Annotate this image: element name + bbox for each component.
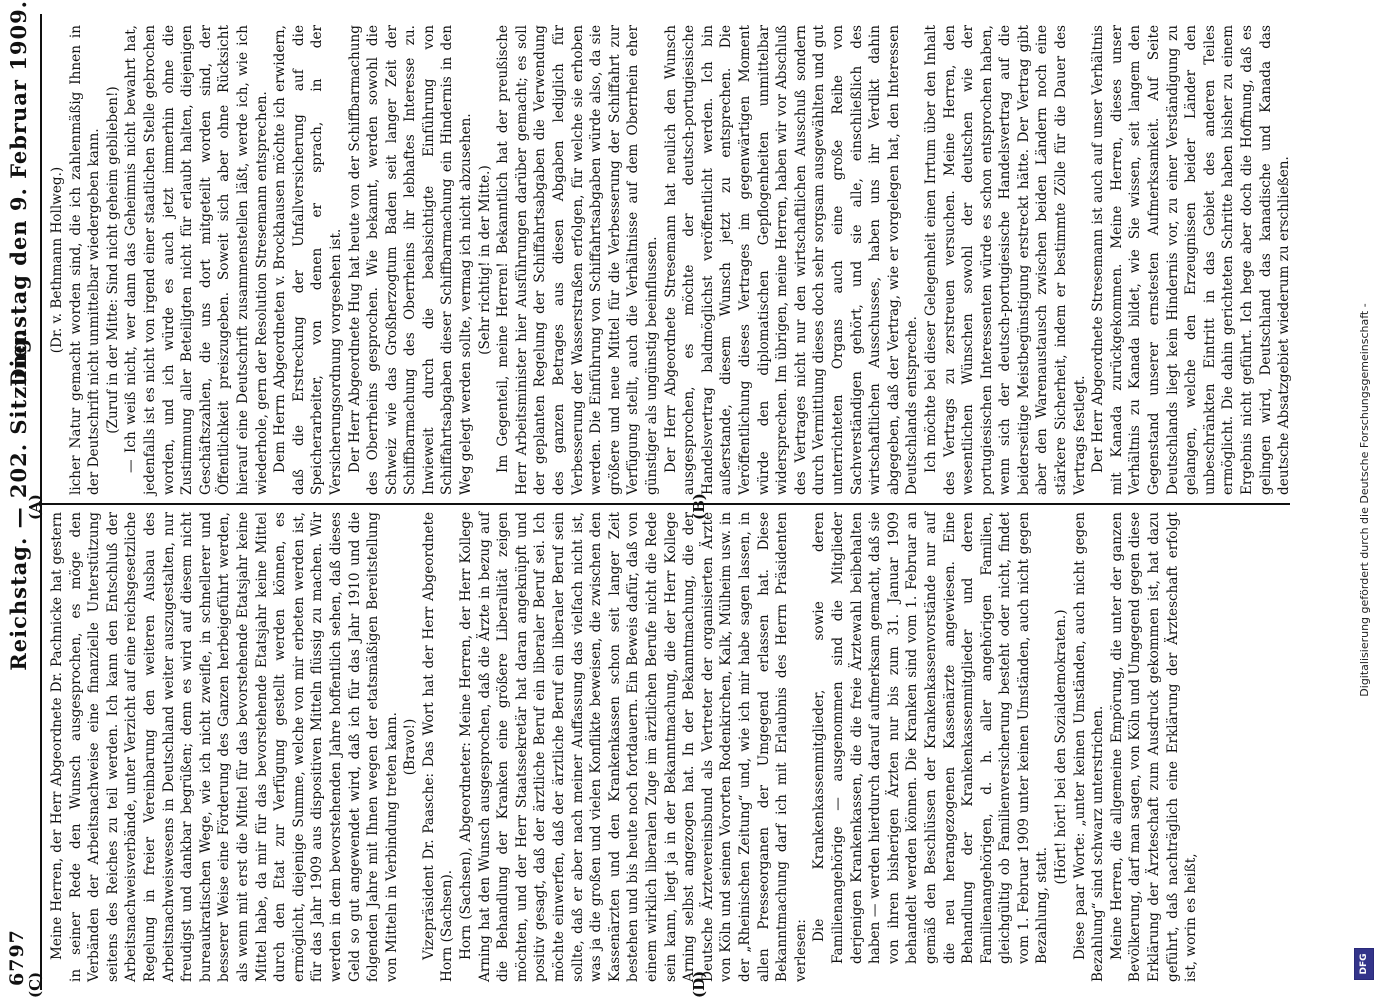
paragraph: Meine Herren, die allgemeine Empörung, die unter der ganzen Bevölkerung, darf man sagen, von Köln und Umgegend gegen diese Erklärung der Ärzteschaft zum Ausdruck gekommen ist, hat dazu geführt, daß nachträglich eine Erklärung der Ärzteschaft erfolgt ist, worin es heißt, <box>1108 512 1200 982</box>
margin-marker-a: (A) <box>26 494 44 520</box>
right-text-column <box>48 512 1201 982</box>
margin-marker-c: (C) <box>26 971 44 998</box>
speaker-heading: (Dr. v. Bethmann Hollweg.) <box>49 166 65 354</box>
interjection: (Sehr richtig! in der Mitte.) <box>476 165 493 355</box>
paragraph: Ich möchte bei dieser Gelegenheit einen Irrtum über den Inhalt des Vertrags zu zerstreuen versuchen. Meine Herren, den wesentlichen Wünschen sowohl der deutschen wie der portugiesischen Interessenten würde es schon entsprochen haben, wenn sich der deutsch-portugiesische Handelsvertrag auf die beiderseitige Meistbegünstigung erstreckt hätte. Der Vertrag gibt aber den Warenaustausch zwischen beiden Ländern noch eine stärkere Sicherheit, indem er bestimmte Zölle für die Dauer des Vertrags festlegt. <box>922 25 1088 495</box>
left-text-column <box>48 25 1294 495</box>
page-title: Reichstag. — 202. Sitzung. <box>6 329 31 671</box>
interjection: (Bravo!) <box>402 718 419 776</box>
paragraph: Diese paar Worte: „unter keinen Umständen, auch nicht gegen Bezahlung“ sind schwarz unterstrichen. <box>1071 512 1107 982</box>
margin-marker-d: (D) <box>690 970 708 998</box>
paragraph: Meine Herren, der Herr Abgeordnete Dr. Pachnicke hat gestern in seiner Rede den Wunsch ausgesprochen, es möge den Verbänden der Arbeitsnachweise eine finanzielle Unterstützung seitens des Reiches zu teil werden. Ich kann den Entschluß der Arbeitsnachweisverbände, unter Verzicht auf eine reichsgesetzliche Regelung in freier Vereinbarung den weiteren Ausbau des Arbeitsnachweiswesens in Deutschland weiter auszugestalten, nur freudigst und dankbar begrüßen; denn es wird auf diesem nicht bureaukratischen Wege, wie ich nicht zweifle, in schnellerer und besserer Weise eine Förderung des Ganzen herbeigeführt werden, als wenn mit erst die Mittel für das bevorstehende Etatsjahr keine Mittel habe, da mir für das bevorstehende Etatsjahr keine Mittel durch den Etat zur Verfügung gestellt werden können, es ermöglicht, diejenige Summe, welche von mir erbeten werden ist, für das Jahr 1909 aus dispositiven Mitteln flüssig zu machen. Wir werden in dem bevorstehenden Jahre hoffentlich sehen, daß dieses Geld so gut angewendet wird, daß ich für das Jahr 1910 und die folgenden Jahre mit Ihnen wegen der etatsmäßigen Bereitstellung von Mitteln in Verbindung treten kann. <box>49 512 400 982</box>
interjection: (Hört! hört! bei den Sozialdemokraten.) <box>1053 609 1070 885</box>
paragraph: licher Natur gemacht worden sind, die ich zahlenmäßig Ihnen in der Deutschrift nicht unmittelbar wiedergeben kann. <box>67 25 103 495</box>
paragraph: Vizepräsident Dr. Paasche: Das Wort hat der Herr Abgeordnete Horn (Sachsen). <box>420 512 456 982</box>
dfg-logo: DFG <box>1354 948 1374 980</box>
paragraph: — Ich weiß nicht, wer dann das Geheimnis nicht bewahrt hat, jedenfalls ist es nicht von irgend einer staatlichen Stelle gebrochen worden, und ich würde es auch jetzt immerhin ohne die Zustimmung aller Beteiligten nicht für erlaubt halten, diejenigen Geschäftszahlen, die uns dort mitgeteilt worden sind, der Öffentlichkeit preiszugeben. Soweit sich aber ohne Rücksicht hierauf eine Deutschrift zusammenstellen läßt, werde ich, wie ich wiederhole, gern der Resolution Stresemann entsprechen. <box>123 25 270 495</box>
paragraph: Der Herr Abgeordnete Stresemann ist auch auf unser Verhältnis mit Kanada zurückgekommen. Meine Herren, dieses unser Verhältnis zu Kanada bildet, wie Sie wissen, seit langem den Gegenstand unserer ernstesten Aufmerksamkeit. Auf Seite Deutschlands liegt kein Hindernis vor, zu einer Verständigung zu gelangen, welche den Erzeugnissen beider Länder den unbeschränkten Eintritt in das Gebiet des anderen Teiles ermöglicht. Die dahin gerichteten Schritte haben bisher zu einem Ergebnis nicht geführt. Ich hege aber doch die Hoffnung, daß es gelingen wird, Deutschland das kanadische und Kanada das deutsche Absatzgebiet wiederum zu erschließen. <box>1090 25 1293 495</box>
quoted-announcement: Die Krankenkassenmitglieder, sowie deren Familienangehörige — ausgenommen sind die Mitglieder derjenigen Krankenkassen, die die freie Ärztewahl beibehalten haben — werden hierdurch darauf aufmerksam gemacht, daß sie von ihren bisherigen Ärzten nur bis zum 31. Januar 1909 behandelt werden können. Die Kranken sind vom 1. Februar an gemäß den Beschlüssen der Krankenkassenvorstände nur auf die neu herangezogenen Kassenärzte angewiesen. Eine Behandlung der Krankenkassenmitglieder und deren Familienangehörigen, d. h. aller angehörigen Familien, gleichgültig ob Familienversicherung besteht oder nicht, findet vom 1. Februar 1909 unter keinen Umständen, auch nicht gegen Bezahlung, statt. <box>811 512 1051 964</box>
interjection: (Zuruf in der Mitte: Sind nicht geheim geblieben!) <box>104 86 121 434</box>
digitization-credit: Digitalisierung gefördert durch die Deutsche Forschungsgemeinschaft - <box>1358 303 1371 697</box>
paragraph: Horn (Sachsen), Abgeordneter: Meine Herren, der Herr Kollege Arning hat den Wunsch ausgesprochen, daß die Ärzte in bezug auf die Behandlung der Kranken eine größere Liberalität zeigen möchten, und der Herr Staatssekretär hat daran angeknüpft und positiv gesagt, daß der ärztliche Beruf ein liberaler Beruf sei. Ich möchte einwerfen, daß der ärztliche Beruf ein liberaler Beruf sein sollte, daß er aber nach meiner Auffassung das vielfach nicht ist, was ja die großen und vielen Konflikte beweisen, die zwischen den Kassenärzten und den Krankenkassen schon seit langer Zeit bestehen und bis heute noch fortdauern. Ein Beweis dafür, daß von einem wirklich liberalen Zuge im ärztlichen Berufe nicht die Rede sein kann, liegt ja in der Bekanntmachung, die der Herr Kollege Arning selbst angezogen hat. In der Bekanntmachung, die der Deutsche Ärztevereinsbund als Vertreter der organisierten Ärzte von Köln und seinen Vororten Rodenkirchen, Kalk, Mülheim usw. in der „Rheinischen Zeitung“ und, wie ich mir habe sagen lassen, in allen Presseorganen der Umgegend erlassen hat. Diese Bekanntmachung darf ich mit Erlaubnis des Herrn Präsidenten verlesen: <box>458 512 809 982</box>
paragraph: Der Herr Abgeordnete Hug hat heute von der Schiffbarmachung des Oberrheins gesprochen. Wie bekannt, werden sowohl die Schweiz wie das Großherzogtum Baden seit langer Zeit der Schiffbarmachung des Oberrheins ihr lebhaftes Interesse zu. Inwieweit durch die beabsichtigte Einführung von Schiffahrtsabgaben dieser Schiffbarmachung ein Hindernis in den Weg gelegt werden sollte, vermag ich nicht abzusehen. <box>346 25 475 495</box>
page-number: 6797 <box>6 929 28 986</box>
paragraph: Dem Herrn Abgeordneten v. Brockhausen möchte ich erwidern, daß die Erstreckung der Unfallversicherung auf die Speicherarbeiter, von denen er sprach, in der Versicherungsordnung vorgesehen ist. <box>272 25 344 495</box>
paragraph: Der Herr Abgeordnete Stresemann hat neulich den Wunsch ausgesprochen, es möchte der deutsch-portugiesische Handelsvertrag baldmöglichst veröffentlicht werden. Ich bin außerstande, diesem Wunsch jetzt zu entsprechen. Die Veröffentlichung dieses Vertrages im gegenwärtigen Moment würde den diplomatischen Gepflogenheiten unmittelbar widersprechen. Im übrigen, meine Herren, haben wir vor Abschluß des Vertrages nicht nur den wirtschaftlichen Ausschuß sondern durch Vermittlung dieses doch sehr sorgsam ausgewählten und gut unterrichteten Organs auch eine große Reihe von Sachverständigen gehört, und sie alle, einschließlich des wirtschaftlichen Ausschusses, haben uns ihr Verdikt dahin abgegeben, daß der Vertrag, wie er vorgelegen hat, den Interessen Deutschlands entspreche. <box>662 25 921 495</box>
column-divider <box>40 503 1290 505</box>
session-date: Dienstag den 9. Februar 1909. <box>6 0 31 387</box>
paragraph: Im Gegenteil, meine Herren! Bekanntlich hat der preußische Herr Arbeitsminister hier Ausführungen darüber gemacht; es soll der geplanten Regelung der Schiffahrtsabgaben die Verwendung des ganzen Betrages aus diesen Abgaben lediglich für Verbesserung der Wasserstraßen erfolgen, für welche sie erhoben werden. Die Einführung von Schiffahrtsabgaben würde also, da sie größere und neue Mittel für die Verbesserung der Schiffahrt zur Verfügung stellt, auch die Verhältnisse auf dem Oberrhein eher günstiger als ungünstig beeinflussen. <box>495 25 660 495</box>
margin-marker-b: (B) <box>690 493 708 520</box>
